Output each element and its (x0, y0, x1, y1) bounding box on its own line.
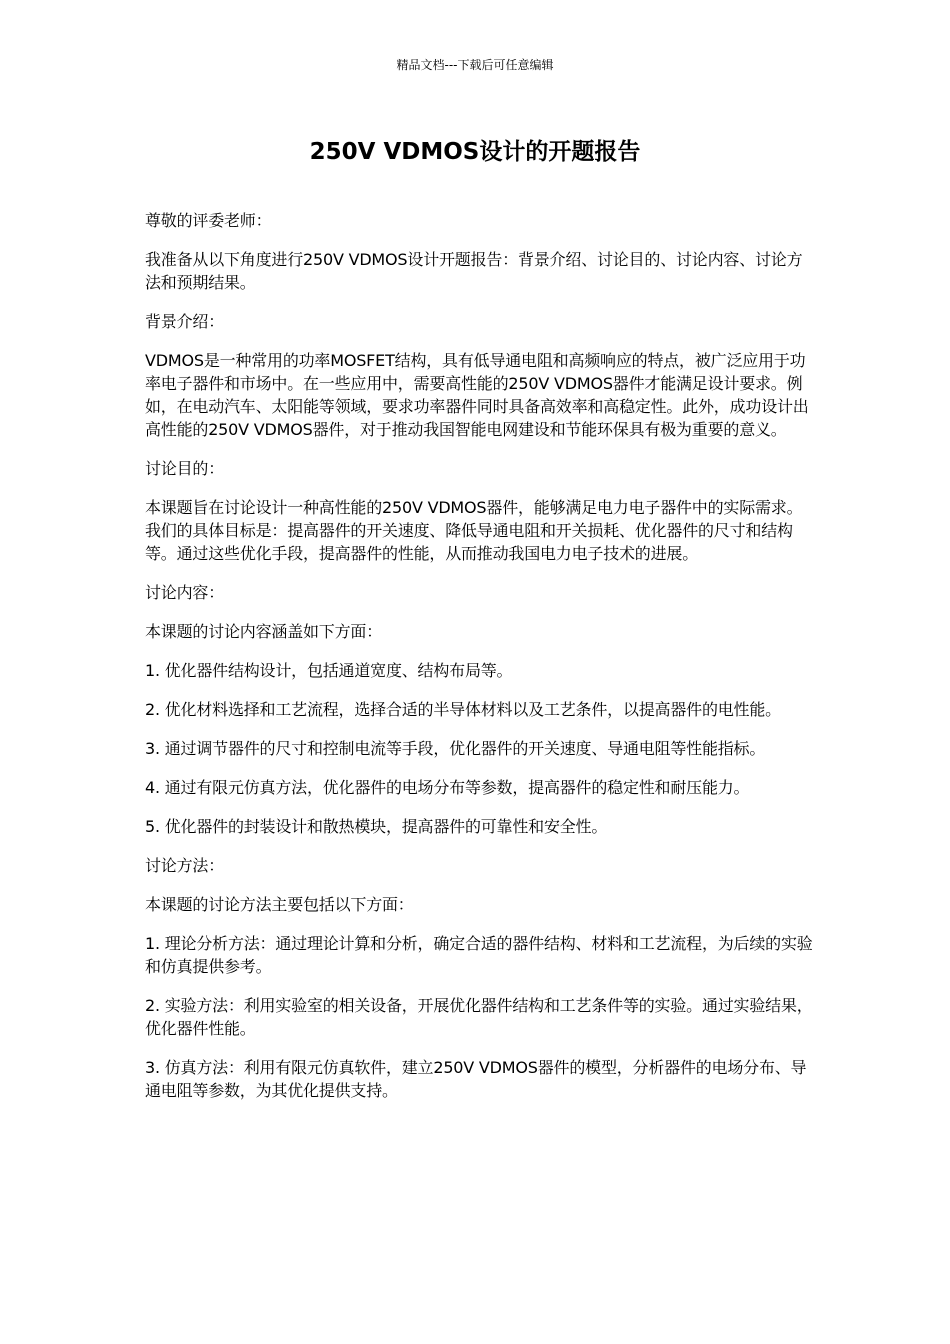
page-header: 精品文档---下载后可任意编辑 (396, 58, 554, 72)
document-body (145, 209, 813, 1118)
content-item-5: 5. 优化器件的封装设计和散热模块，提高器件的可靠性和安全性。 (145, 817, 608, 836)
section-heading-background: 背景介绍： (145, 312, 225, 331)
content-item-4: 4. 通过有限元仿真方法，优化器件的电场分布等参数，提高器件的稳定性和耐压能力。 (145, 778, 750, 797)
content-item-1: 1. 优化器件结构设计，包括通道宽度、结构布局等。 (145, 661, 513, 680)
method-item-1: 1. 理论分析方法：通过理论计算和分析，确定合适的器件结构、材料和工艺流程，为后续的实验和仿真提供参考。 (145, 934, 813, 976)
section-heading-content: 讨论内容： (145, 583, 225, 602)
purpose-paragraph: 本课题旨在讨论设计一种高性能的250V VDMOS器件，能够满足电力电子器件中的实际需求。我们的具体目标是：提高器件的开关速度、降低导通电阻和开关损耗、优化器件的尺寸和结构等。通过这些优化手段，提高器件的性能，从而推动我国电力电子技术的进展。 (145, 498, 803, 563)
method-item-3: 3. 仿真方法：利用有限元仿真软件，建立250V VDMOS器件的模型，分析器件的电场分布、导通电阻等参数，为其优化提供支持。 (145, 1058, 807, 1100)
method-item-2: 2. 实验方法：利用实验室的相关设备，开展优化器件结构和工艺条件等的实验。通过实验结果，优化器件性能。 (145, 996, 813, 1038)
background-paragraph: VDMOS是一种常用的功率MOSFET结构，具有低导通电阻和高频响应的特点，被广泛应用于功率电子器件和市场中。在一些应用中，需要高性能的250V VDMOS器件才能满足设计要求。例如，在电动汽车、太阳能等领域，要求功率器件同时具备高效率和高稳定性。此外，成功设计出高性能的250V VDMOS器件，对于推动我国智能电网建设和节能环保具有极为重要的意义。 (145, 351, 809, 439)
section-heading-purpose: 讨论目的： (145, 459, 225, 478)
method-intro-paragraph: 本课题的讨论方法主要包括以下方面： (145, 895, 414, 914)
content-item-2: 2. 优化材料选择和工艺流程，选择合适的半导体材料以及工艺条件，以提高器件的电性能。 (145, 700, 781, 719)
intro-paragraph: 我准备从以下角度进行250V VDMOS设计开题报告：背景介绍、讨论目的、讨论内容、讨论方法和预期结果。 (145, 250, 803, 292)
content-intro-paragraph: 本课题的讨论内容涵盖如下方面： (145, 622, 383, 641)
content-item-3: 3. 通过调节器件的尺寸和控制电流等手段，优化器件的开关速度、导通电阻等性能指标。 (145, 739, 766, 758)
document-title: 250V VDMOS设计的开题报告 (309, 139, 641, 165)
section-heading-method: 讨论方法： (145, 856, 225, 875)
salutation: 尊敬的评委老师： (145, 211, 272, 230)
